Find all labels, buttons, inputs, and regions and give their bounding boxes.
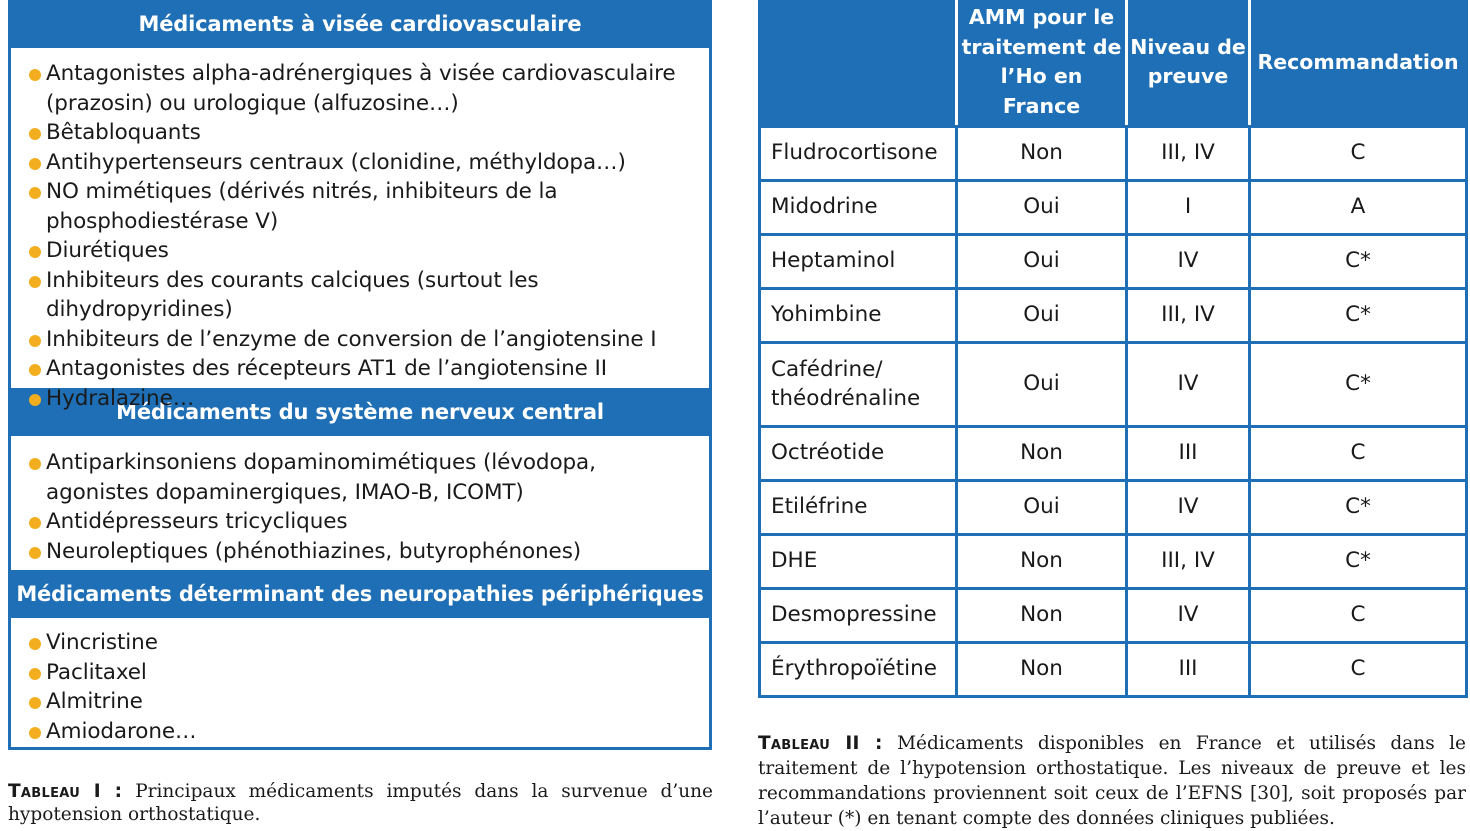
recommendation-cell: C [1250,426,1467,480]
table-1-caption [8,780,713,826]
list-item: Inhibiteurs des courants calciques (surtout les dihydropyridines) [27,266,703,325]
recommendation-cell: C [1250,642,1467,696]
list-item: NO mimétiques (dérivés nitrés, inhibiteurs de la phosphodiestérase V) [27,177,703,236]
amm-cell: Oui [957,234,1127,288]
bullet-icon [29,668,41,680]
table-2-caption [758,731,1466,831]
list-item: Paclitaxel [27,658,703,688]
list-item: Inhibiteurs de l’enzyme de conversion de l’angiotensine I [27,325,703,355]
table-row [760,534,1467,588]
section-list [11,436,709,570]
level-cell: III, IV [1127,288,1250,342]
amm-cell: Oui [957,180,1127,234]
level-cell: III, IV [1127,534,1250,588]
column-header [760,0,957,126]
list-item: Antagonistes des récepteurs AT1 de l’angiotensine II [27,354,703,384]
level-cell: IV [1127,588,1250,642]
list-item: Diurétiques [27,236,703,266]
bullet-icon [29,517,41,529]
table-row [760,288,1467,342]
recommendation-cell: C* [1250,288,1467,342]
bullet-icon [29,727,41,739]
drug-cell: Yohimbine [760,288,957,342]
list-item: Hydralazine… [27,384,703,414]
amm-cell: Oui [957,288,1127,342]
level-cell: I [1127,180,1250,234]
bullet-icon [29,364,41,376]
column-header: Recommandation [1250,0,1467,126]
bullet-icon [29,335,41,347]
drug-cell: Etiléfrine [760,480,957,534]
level-cell: III [1127,642,1250,696]
recommendation-cell: C [1250,588,1467,642]
amm-cell: Oui [957,342,1127,426]
table-row [760,126,1467,180]
list-item: Neuroleptiques (phénothiazines, butyrophénones) [27,537,703,567]
table-row [760,180,1467,234]
table-row [760,234,1467,288]
recommendation-cell: C [1250,126,1467,180]
bullet-icon [29,158,41,170]
table-row [760,426,1467,480]
section-list [11,48,709,411]
caption-text: Médicaments disponibles en France et utilisés dans le traitement de l’hypotension orthostatique. Les niveaux de preuve et les recommandations proviennent soit ceux de l’EFNS [30], soit proposés par l’auteur (*) en tenant compte des données cliniques publiées. [758,733,1466,829]
section-list [11,618,709,750]
amm-cell: Non [957,534,1127,588]
amm-cell: Non [957,588,1127,642]
section-header: Médicaments déterminant des neuropathies périphériques [11,570,709,618]
level-cell: IV [1127,480,1250,534]
table-row [760,588,1467,642]
recommendation-cell: A [1250,180,1467,234]
drug-cell: Fludrocortisone [760,126,957,180]
table-row [760,342,1467,426]
list-item: Antihypertenseurs centraux (clonidine, méthyldopa…) [27,148,703,178]
amm-cell: Non [957,126,1127,180]
table-row [760,642,1467,696]
drug-cell: Heptaminol [760,234,957,288]
table-2 [758,0,1468,698]
level-cell: IV [1127,342,1250,426]
list-item: Almitrine [27,687,703,717]
drug-cell: Octréotide [760,426,957,480]
drug-cell: Midodrine [760,180,957,234]
amm-cell: Oui [957,480,1127,534]
bullet-icon [29,697,41,709]
recommendation-cell: C* [1250,534,1467,588]
bullet-icon [29,69,41,81]
table-1 [8,0,712,750]
bullet-icon [29,394,41,406]
list-item: Vincristine [27,628,703,658]
drug-cell: DHE [760,534,957,588]
bullet-icon [29,638,41,650]
list-item: Antagonistes alpha-adrénergiques à visée cardiovasculaire (prazosin) ou urologique (alfuzosine…) [27,59,703,118]
column-header: AMM pour le traitement de l’Ho en France [957,0,1127,126]
list-item: Bêtabloquants [27,118,703,148]
amm-cell: Non [957,642,1127,696]
section-header: Médicaments du système nerveux central [11,388,709,436]
list-item: Antiparkinsoniens dopaminomimétiques (lévodopa, agonistes dopaminergiques, IMAO-B, ICOMT) [27,448,703,507]
level-cell: IV [1127,234,1250,288]
bullet-icon [29,128,41,140]
list-item: Antidépresseurs tricycliques [27,507,703,537]
amm-cell: Non [957,426,1127,480]
section-header: Médicaments à visée cardiovasculaire [11,0,709,48]
drug-cell: Érythropoïétine [760,642,957,696]
column-header: Niveau de preuve [1127,0,1250,126]
level-cell: III, IV [1127,126,1250,180]
bullet-icon [29,276,41,288]
table-row [760,480,1467,534]
caption-label: Tableau I : [8,781,123,802]
recommendation-cell: C* [1250,342,1467,426]
bullet-icon [29,246,41,258]
drug-cell: Desmopressine [760,588,957,642]
list-item: Amiodarone… [27,717,703,747]
drug-cell: Cafédrine/ théodrénaline [760,342,957,426]
recommendation-cell: C* [1250,480,1467,534]
bullet-icon [29,458,41,470]
recommendation-cell: C* [1250,234,1467,288]
caption-label: Tableau II : [758,733,883,754]
level-cell: III [1127,426,1250,480]
bullet-icon [29,187,41,199]
caption-text: Principaux médicaments imputés dans la survenue d’une hypotension orthostatique. [8,781,714,825]
table-header-row [760,0,1467,126]
bullet-icon [29,547,41,559]
